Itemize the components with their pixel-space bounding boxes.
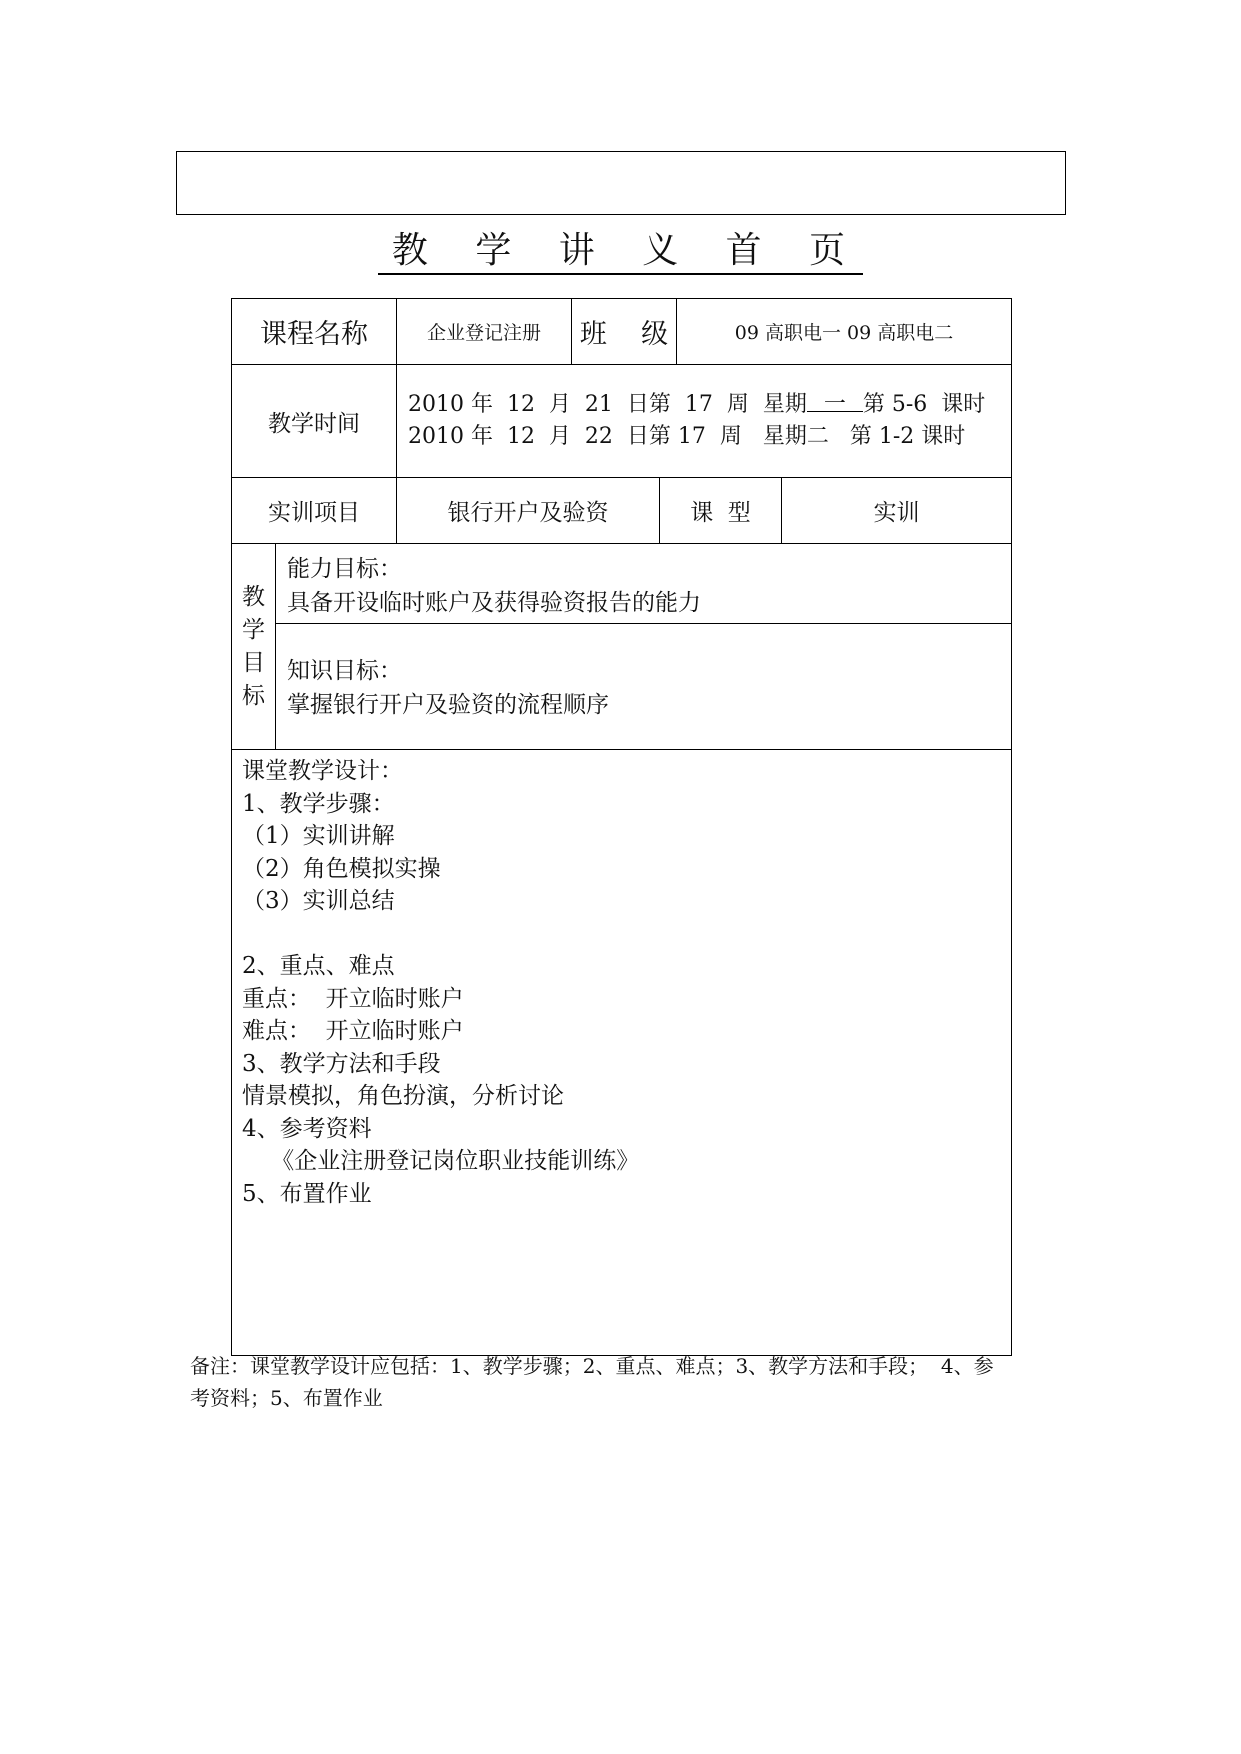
time-line-1-period: 第 5-6 课时 <box>862 392 986 417</box>
design-line: （3）实训总结 <box>242 888 395 914</box>
time-line-1 <box>408 389 1011 421</box>
design-line: 难点： 开立临时账户 <box>242 1018 464 1044</box>
design-line: 1、教学步骤： <box>242 790 395 817</box>
knowledge-goal-cell <box>276 624 1012 750</box>
design-line: （1）实训讲解 <box>242 823 395 849</box>
teaching-time-value <box>397 365 1012 478</box>
row-course <box>232 299 1012 365</box>
lesson-type-label: 课 型 <box>660 478 782 544</box>
weekday-underline: 一 <box>807 389 863 412</box>
row-time <box>232 365 1012 478</box>
design-line: 《企业注册登记岗位职业技能训练》 <box>242 1148 640 1174</box>
design-line: 情景模拟，角色扮演，分析讨论 <box>242 1083 564 1109</box>
design-line <box>242 918 1011 951</box>
ability-goal-title: 能力目标： <box>287 556 402 582</box>
row-ability-goal <box>232 544 1012 624</box>
class-label: 班 级 <box>572 299 677 365</box>
design-line: 2、重点、难点 <box>242 953 395 979</box>
ability-goal-cell <box>276 544 1012 624</box>
ability-goal-text: 具备开设临时账户及获得验资报告的能力 <box>287 590 701 616</box>
design-line: 重点： 开立临时账户 <box>242 985 464 1012</box>
design-line: 5、布置作业 <box>242 1180 372 1207</box>
lecture-table <box>231 298 1012 1356</box>
knowledge-goal-title: 知识目标： <box>287 658 402 684</box>
time-line-2: 2010 年 12 月 22 日第 17 周 星期二 第 1-2 课时 <box>408 424 966 449</box>
goals-label: 教学目标 <box>232 544 276 750</box>
footnote <box>190 1350 1060 1414</box>
course-name-value: 企业登记注册 <box>397 299 572 365</box>
page-title: 教 学 讲 义 首 页 <box>0 228 1241 274</box>
class-value: 09 高职电一 09 高职电二 <box>677 299 1012 365</box>
row-project <box>232 478 1012 544</box>
design-line: 4、参考资料 <box>242 1115 372 1142</box>
design-line: 3、教学方法和手段 <box>242 1050 441 1077</box>
teaching-time-label: 教学时间 <box>232 365 397 478</box>
time-line-1-date: 2010 年 12 月 21 日第 17 周 星期 <box>408 392 807 417</box>
design-line: 课堂教学设计： <box>242 758 403 784</box>
design-cell <box>232 750 1012 1356</box>
footnote-line-1: 备注：课堂教学设计应包括：1、教学步骤；2、重点、难点；3、教学方法和手段； 4、参 <box>190 1354 994 1378</box>
project-label: 实训项目 <box>232 478 397 544</box>
footnote-line-2: 考资料；5、布置作业 <box>190 1386 383 1410</box>
course-name-label: 课程名称 <box>232 299 397 365</box>
project-value: 银行开户及验资 <box>397 478 660 544</box>
row-design <box>232 750 1012 1356</box>
row-knowledge-goal <box>232 624 1012 750</box>
header-box <box>176 151 1066 215</box>
knowledge-goal-text: 掌握银行开户及验资的流程顺序 <box>287 692 609 718</box>
lesson-type-value: 实训 <box>782 478 1012 544</box>
design-line: （2）角色模拟实操 <box>242 855 441 882</box>
